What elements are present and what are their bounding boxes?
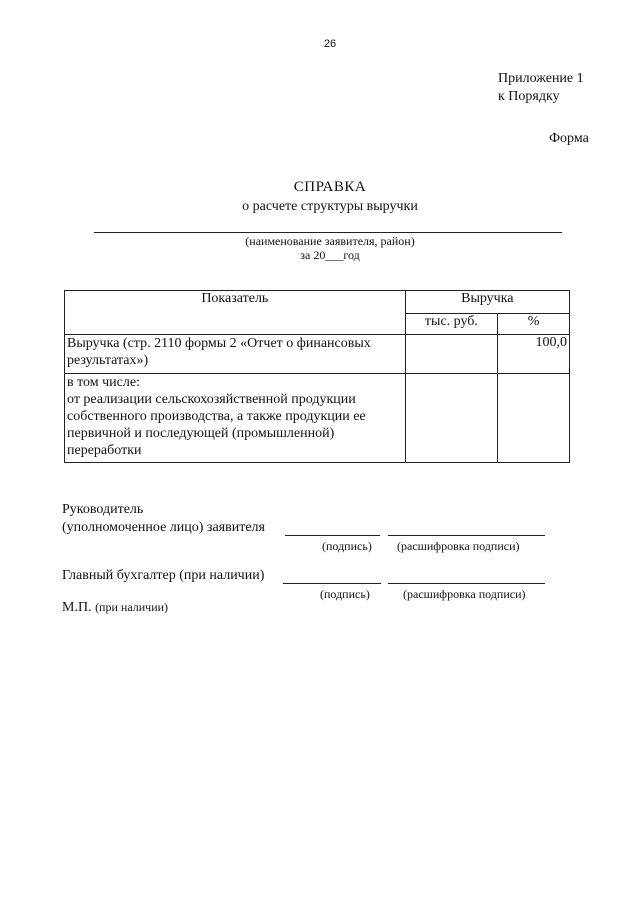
accountant-name-caption: (расшифровка подписи) <box>403 587 526 601</box>
accountant-signature-blank <box>283 583 381 584</box>
page-number: 26 <box>323 38 337 50</box>
table-row <box>65 335 570 374</box>
row-agri-revenue-percent <box>498 374 570 463</box>
stamp-place <box>62 600 168 616</box>
document-subtitle: о расчете структуры выручки <box>242 199 418 214</box>
head-signature-blank <box>285 535 380 536</box>
header-percent: % <box>498 314 570 335</box>
applicant-name-line <box>94 232 562 233</box>
accountant-signature-caption: (подпись) <box>320 587 370 601</box>
revenue-structure-table <box>64 290 570 463</box>
appendix-reference <box>498 70 584 106</box>
head-name-blank <box>388 535 545 536</box>
header-indicator: Показатель <box>65 291 406 335</box>
header-thousand-rub: тыс. руб. <box>405 314 498 335</box>
head-title-line-2: (уполномоченное лицо) заявителя <box>62 520 265 535</box>
head-name-caption: (расшифровка подписи) <box>397 539 520 553</box>
applicant-caption: (наименование заявителя, район) <box>245 234 415 248</box>
head-signature-caption: (подпись) <box>322 539 372 553</box>
header-revenue: Выручка <box>405 291 569 314</box>
head-title-line-1: Руководитель <box>62 502 144 517</box>
document-title: СПРАВКА <box>293 179 367 195</box>
appendix-line-2: к Порядку <box>498 89 560 104</box>
stamp-label: М.П. <box>62 600 92 615</box>
form-label: Форма <box>549 131 589 146</box>
report-year: за 20___год <box>300 248 360 262</box>
row-total-revenue-percent: 100,0 <box>498 335 570 374</box>
row-total-revenue-thousand-rub <box>405 335 498 374</box>
appendix-line-1: Приложение 1 <box>498 71 584 86</box>
table-row <box>65 374 570 463</box>
accountant-name-blank <box>388 583 545 584</box>
row-agri-revenue-indicator <box>65 374 406 463</box>
row-agri-revenue-description: от реализации сельскохозяйственной продукции собственного производства, а также продукции ее первичной и последующей (промышленной) переработки <box>67 392 366 458</box>
table-header-row <box>65 291 570 314</box>
row-agri-revenue-thousand-rub <box>405 374 498 463</box>
row-agri-revenue-intro: в том числе: <box>67 375 140 390</box>
stamp-note: (при наличии) <box>95 600 169 614</box>
row-total-revenue-indicator: Выручка (стр. 2110 формы 2 «Отчет о финансовых результатах») <box>65 335 406 374</box>
chief-accountant-label: Главный бухгалтер (при наличии) <box>62 568 265 583</box>
